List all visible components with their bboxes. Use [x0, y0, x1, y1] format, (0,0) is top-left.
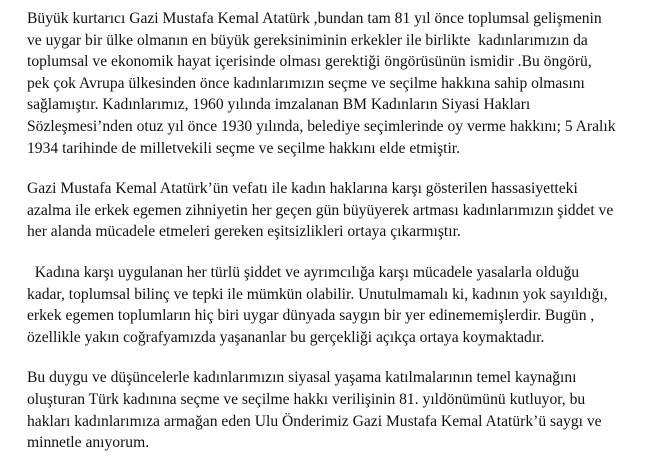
text-line: 1934 tarihinde de milletvekili seçme ve seçilme hakkını elde etmiştir.: [27, 139, 461, 157]
document-body: [27, 8, 652, 454]
text-line: Gazi Mustafa Kemal Atatürk’ün vefatı ile kadın haklarına karşı gösterilen hassasiyetteki: [27, 180, 578, 198]
paragraph-2: [27, 178, 652, 243]
text-line: minnetle anıyorum.: [27, 434, 150, 452]
text-line: Kadına karşı uygulanan her türlü şiddet ve ayrımcılığa karşı mücadele yasalarla olduğu: [27, 263, 580, 281]
text-line: ve uygar bir ülke olmanın en büyük gereksiniminin erkekler ile birlikte kadınlarımızın da: [27, 31, 588, 49]
text-line: pek çok Avrupa ülkesinden önce kadınlarımızın seçme ve seçilme hakkına sahip olmasını: [27, 74, 585, 92]
text-line: hakları kadınlarımıza armağan eden Ulu Önderimiz Gazi Mustafa Kemal Atatürk’ü saygı ve: [27, 412, 602, 430]
text-line: Sözleşmesi’nden otuz yıl önce 1930 yılında, belediye seçimlerinde oy verme hakkını; 5 Aralık: [27, 117, 616, 135]
text-line: her alanda mücadele etmeleri gereken eşitsizlikleri ortaya çıkarmıştır.: [27, 223, 461, 241]
text-line: sağlamıştır. Kadınlarımız, 1960 yılında imzalanan BM Kadınların Siyasi Hakları: [27, 96, 531, 114]
text-line: oluşturan Türk kadınına seçme ve seçilme hakkı verilişinin 81. yıldönümünü kutluyor, bu: [27, 390, 586, 408]
paragraph-1: [27, 8, 652, 159]
text-line: kadar, toplumsal bilinç ve tepki ile mümkün olabilir. Unutulmamalı ki, kadının yok sayıldığı,: [27, 285, 608, 303]
text-line: erkek egemen toplumların hiç biri uygar dünyada saygın bir yer edinememişlerdir. Bugün ,: [27, 307, 595, 325]
paragraph-3: [27, 262, 652, 348]
paragraph-4: [27, 367, 652, 453]
text-line: Büyük kurtarıcı Gazi Mustafa Kemal Atatürk ,bundan tam 81 yıl önce toplumsal gelişmenin: [27, 10, 602, 27]
text-line: Bu duygu ve düşüncelerle kadınlarımızın siyasal yaşama katılmalarının temel kaynağını: [27, 369, 577, 387]
text-line: özellikle yakın coğrafyamızda yaşananlar bu gerçekliği açıkça ortaya koymaktadır.: [27, 328, 545, 346]
text-line: toplumsal ve ekonomik hayat içerisinde olması gerektiği öngörüsünün ismidir .Bu öngörü,: [27, 53, 592, 71]
text-line: azalma ile erkek egemen zihniyetin her geçen gün büyüyerek artması kadınlarımızın şiddet ve: [27, 201, 614, 219]
